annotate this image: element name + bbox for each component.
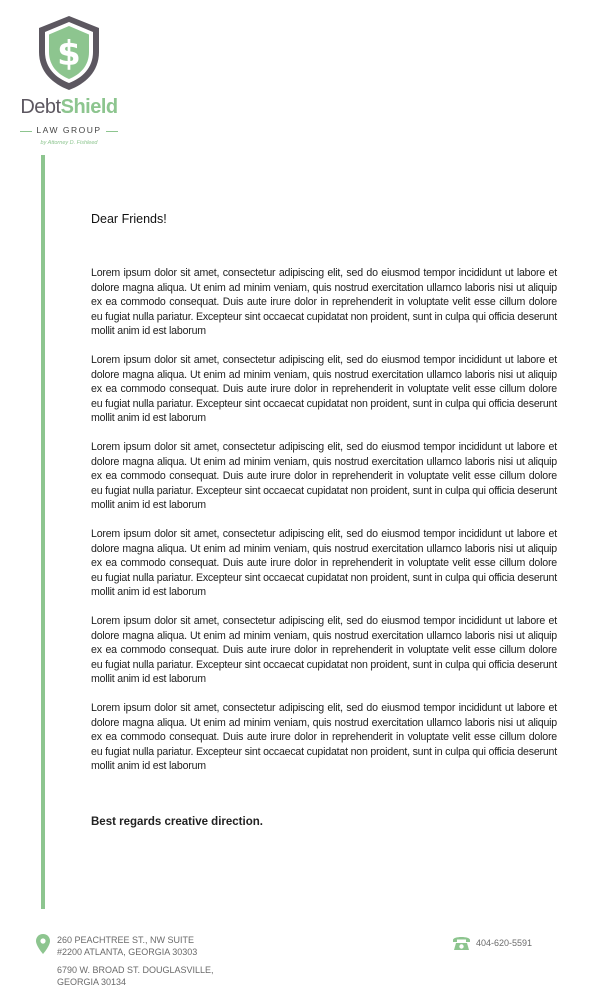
letter-paragraph: Lorem ipsum dolor sit amet, consectetur adipiscing elit, sed do eiusmod tempor incididunt ut labore et dolore magna aliqua. Ut enim ad minim veniam, quis nostrud exercitation ullamco laboris nisi ut aliquip ex ea commodo consequat. Duis aute irure dolor in reprehenderit in voluptate velit esse cillum dolore eu fugiat nulla pariatur. Excepteur sint occaecat cupidatat non proident, sunt in culpa qui officia deserunt mollit anim id est laborum [91,441,557,511]
letter-greeting: Dear Friends! [91,212,167,226]
letter-paragraph: Lorem ipsum dolor sit amet, consectetur adipiscing elit, sed do eiusmod tempor incididunt ut labore et dolore magna aliqua. Ut enim ad minim veniam, quis nostrud exercitation ullamco laboris nisi ut aliquip ex ea commodo consequat. Duis aute irure dolor in reprehenderit in voluptate velit esse cillum dolore eu fugiat nulla pariatur. Excepteur sint occaecat cupidatat non proident, sunt in culpa qui officia deserunt mollit anim id est laborum [91,702,557,772]
letter-paragraph: Lorem ipsum dolor sit amet, consectetur adipiscing elit, sed do eiusmod tempor incididunt ut labore et dolore magna aliqua. Ut enim ad minim veniam, quis nostrud exercitation ullamco laboris nisi ut aliquip ex ea commodo consequat. Duis aute irure dolor in reprehenderit in voluptate velit esse cillum dolore eu fugiat nulla pariatur. Excepteur sint occaecat cupidatat non proident, sunt in culpa qui officia deserunt mollit anim id est laborum [91,354,557,424]
brand-logo [18,14,120,146]
address-line: 6790 W. BROAD ST. DOUGLASVILLE, [57,965,214,975]
brand-attorney: by Attorney D. Fishleed [40,140,98,146]
brand-name [18,96,120,119]
telephone-icon [452,935,471,951]
footer-phone: 404-620-5591 [476,938,533,948]
location-pin-icon [36,934,50,954]
letter-paragraph: Lorem ipsum dolor sit amet, consectetur adipiscing elit, sed do eiusmod tempor incididunt ut labore et dolore magna aliqua. Ut enim ad minim veniam, quis nostrud exercitation ullamco laboris nisi ut aliquip ex ea commodo consequat. Duis aute irure dolor in reprehenderit in voluptate velit esse cillum dolore eu fugiat nulla pariatur. Excepteur sint occaecat cupidatat non proident, sunt in culpa qui officia deserunt mollit anim id est laborum [91,267,557,337]
brand-name-debt: Debt [20,96,61,118]
subtitle-divider-right [106,131,118,132]
address-line: GEORGIA 30134 [57,977,127,987]
brand-subtitle-row [18,125,120,137]
footer-address-primary [57,934,197,958]
dollar-sign: $ [57,34,81,74]
shield-icon [35,14,103,92]
brand-subtitle: LAW GROUP [36,125,102,135]
brand-name-shield: Shield [60,96,118,118]
letter-paragraph: Lorem ipsum dolor sit amet, consectetur adipiscing elit, sed do eiusmod tempor incididunt ut labore et dolore magna aliqua. Ut enim ad minim veniam, quis nostrud exercitation ullamco laboris nisi ut aliquip ex ea commodo consequat. Duis aute irure dolor in reprehenderit in voluptate velit esse cillum dolore eu fugiat nulla pariatur. Excepteur sint occaecat cupidatat non proident, sunt in culpa qui officia deserunt mollit anim id est laborum [91,528,557,598]
letter-paragraph: Lorem ipsum dolor sit amet, consectetur adipiscing elit, sed do eiusmod tempor incididunt ut labore et dolore magna aliqua. Ut enim ad minim veniam, quis nostrud exercitation ullamco laboris nisi ut aliquip ex ea commodo consequat. Duis aute irure dolor in reprehenderit in voluptate velit esse cillum dolore eu fugiat nulla pariatur. Excepteur sint occaecat cupidatat non proident, sunt in culpa qui officia deserunt mollit anim id est laborum [91,615,557,685]
footer-address-secondary [57,964,214,988]
footer [0,930,612,1008]
address-line: #2200 ATLANTA, GEORGIA 30303 [57,947,198,957]
address-line: 260 PEACHTREE ST., NW SUITE [57,935,195,945]
letter-closing: Best regards creative direction. [91,816,263,828]
letter-body [91,208,557,828]
accent-vertical-bar [41,155,45,909]
